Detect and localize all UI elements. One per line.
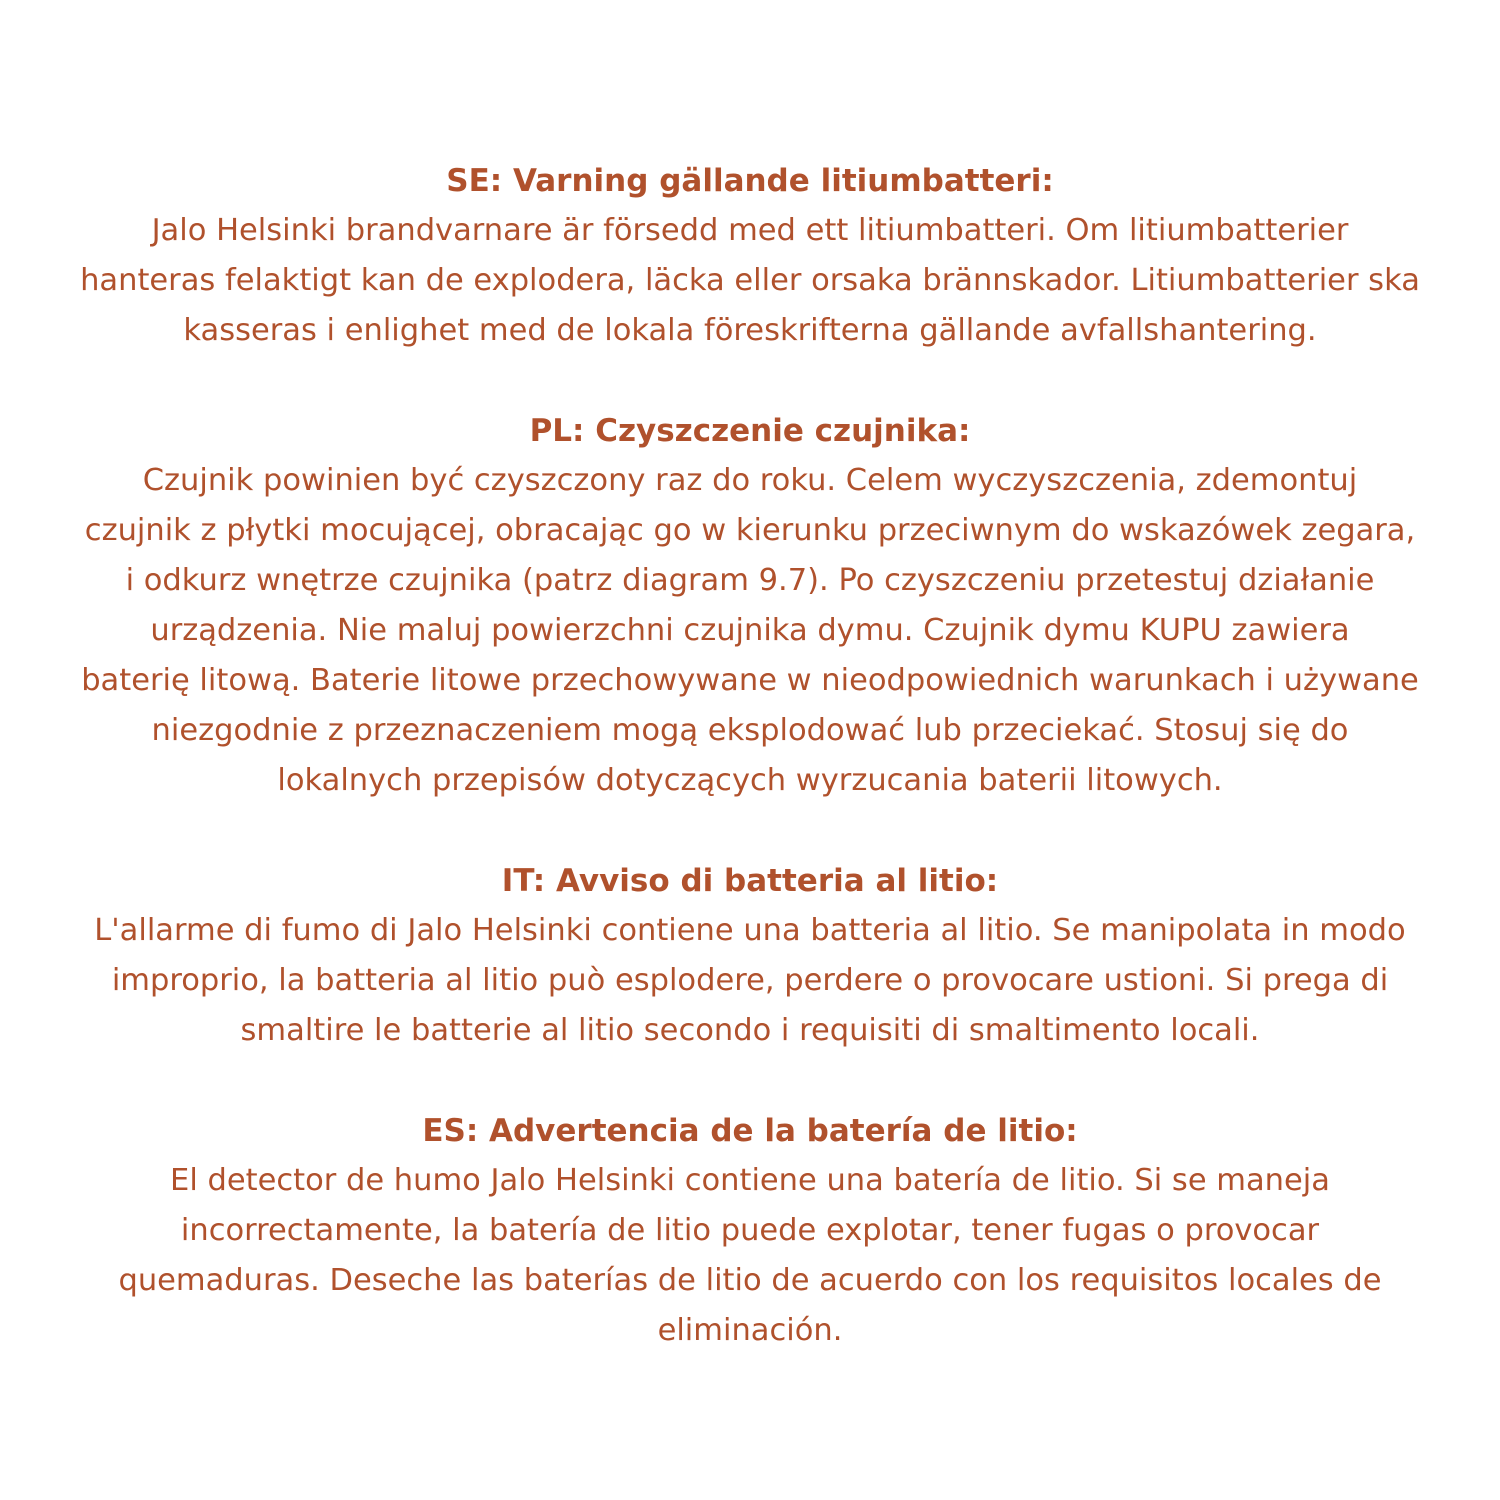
body-line: El detector de humo Jalo Helsinki contiene una batería de litio. Si se maneja xyxy=(170,1163,1330,1198)
body-line: L'allarme di fumo di Jalo Helsinki contiene una batteria al litio. Se manipolata in modo xyxy=(94,913,1406,948)
section-heading: ES: Advertencia de la batería de litio: xyxy=(422,1113,1078,1149)
section-spacer xyxy=(0,806,1500,856)
section-pl-sensor-cleaning xyxy=(35,406,1465,806)
section-se-lithium-warning xyxy=(35,156,1465,356)
section-heading: PL: Czyszczenie czujnika: xyxy=(529,413,971,449)
section-spacer xyxy=(0,1056,1500,1106)
body-line: quemaduras. Deseche las baterías de litio de acuerdo con los requisitos locales de xyxy=(118,1263,1382,1298)
body-line: incorrectamente, la batería de litio puede explotar, tener fugas o provocar xyxy=(180,1213,1320,1248)
section-heading: IT: Avviso di batteria al litio: xyxy=(501,863,999,899)
body-line: kasseras i enlighet med de lokala föreskrifterna gällande avfallshantering. xyxy=(183,313,1317,348)
body-line: lokalnych przepisów dotyczących wyrzucania baterii litowych. xyxy=(277,763,1223,798)
section-heading: SE: Varning gällande litiumbatteri: xyxy=(446,163,1054,199)
body-line: smaltire le batterie al litio secondo i requisiti di smaltimento locali. xyxy=(240,1013,1260,1048)
body-line: eliminación. xyxy=(657,1313,843,1348)
body-line: improprio, la batteria al litio può esplodere, perdere o provocare ustioni. Si prega di xyxy=(111,963,1389,998)
body-line: baterię litową. Baterie litowe przechowywane w nieodpowiednich warunkach i używane xyxy=(81,663,1419,698)
body-line: Czujnik powinien być czyszczony raz do roku. Celem wyczyszczenia, zdemontuj xyxy=(142,463,1358,498)
body-line: Jalo Helsinki brandvarnare är försedd med ett litiumbatteri. Om litiumbatterier xyxy=(151,213,1349,248)
body-line: urządzenia. Nie maluj powierzchni czujnika dymu. Czujnik dymu KUPU zawiera xyxy=(150,613,1350,648)
body-line: hanteras felaktigt kan de explodera, läcka eller orsaka brännskador. Litiumbatterier ska xyxy=(80,263,1420,298)
section-es-lithium-warning xyxy=(35,1106,1465,1356)
section-it-lithium-warning xyxy=(35,856,1465,1056)
body-line: niezgodnie z przeznaczeniem mogą eksplodować lub przeciekać. Stosuj się do xyxy=(151,713,1349,748)
body-line: i odkurz wnętrze czujnika (patrz diagram 9.7). Po czyszczeniu przetestuj działanie xyxy=(125,563,1375,598)
section-spacer xyxy=(0,356,1500,406)
body-line: czujnik z płytki mocującej, obracając go w kierunku przeciwnym do wskazówek zegara, xyxy=(84,513,1416,548)
